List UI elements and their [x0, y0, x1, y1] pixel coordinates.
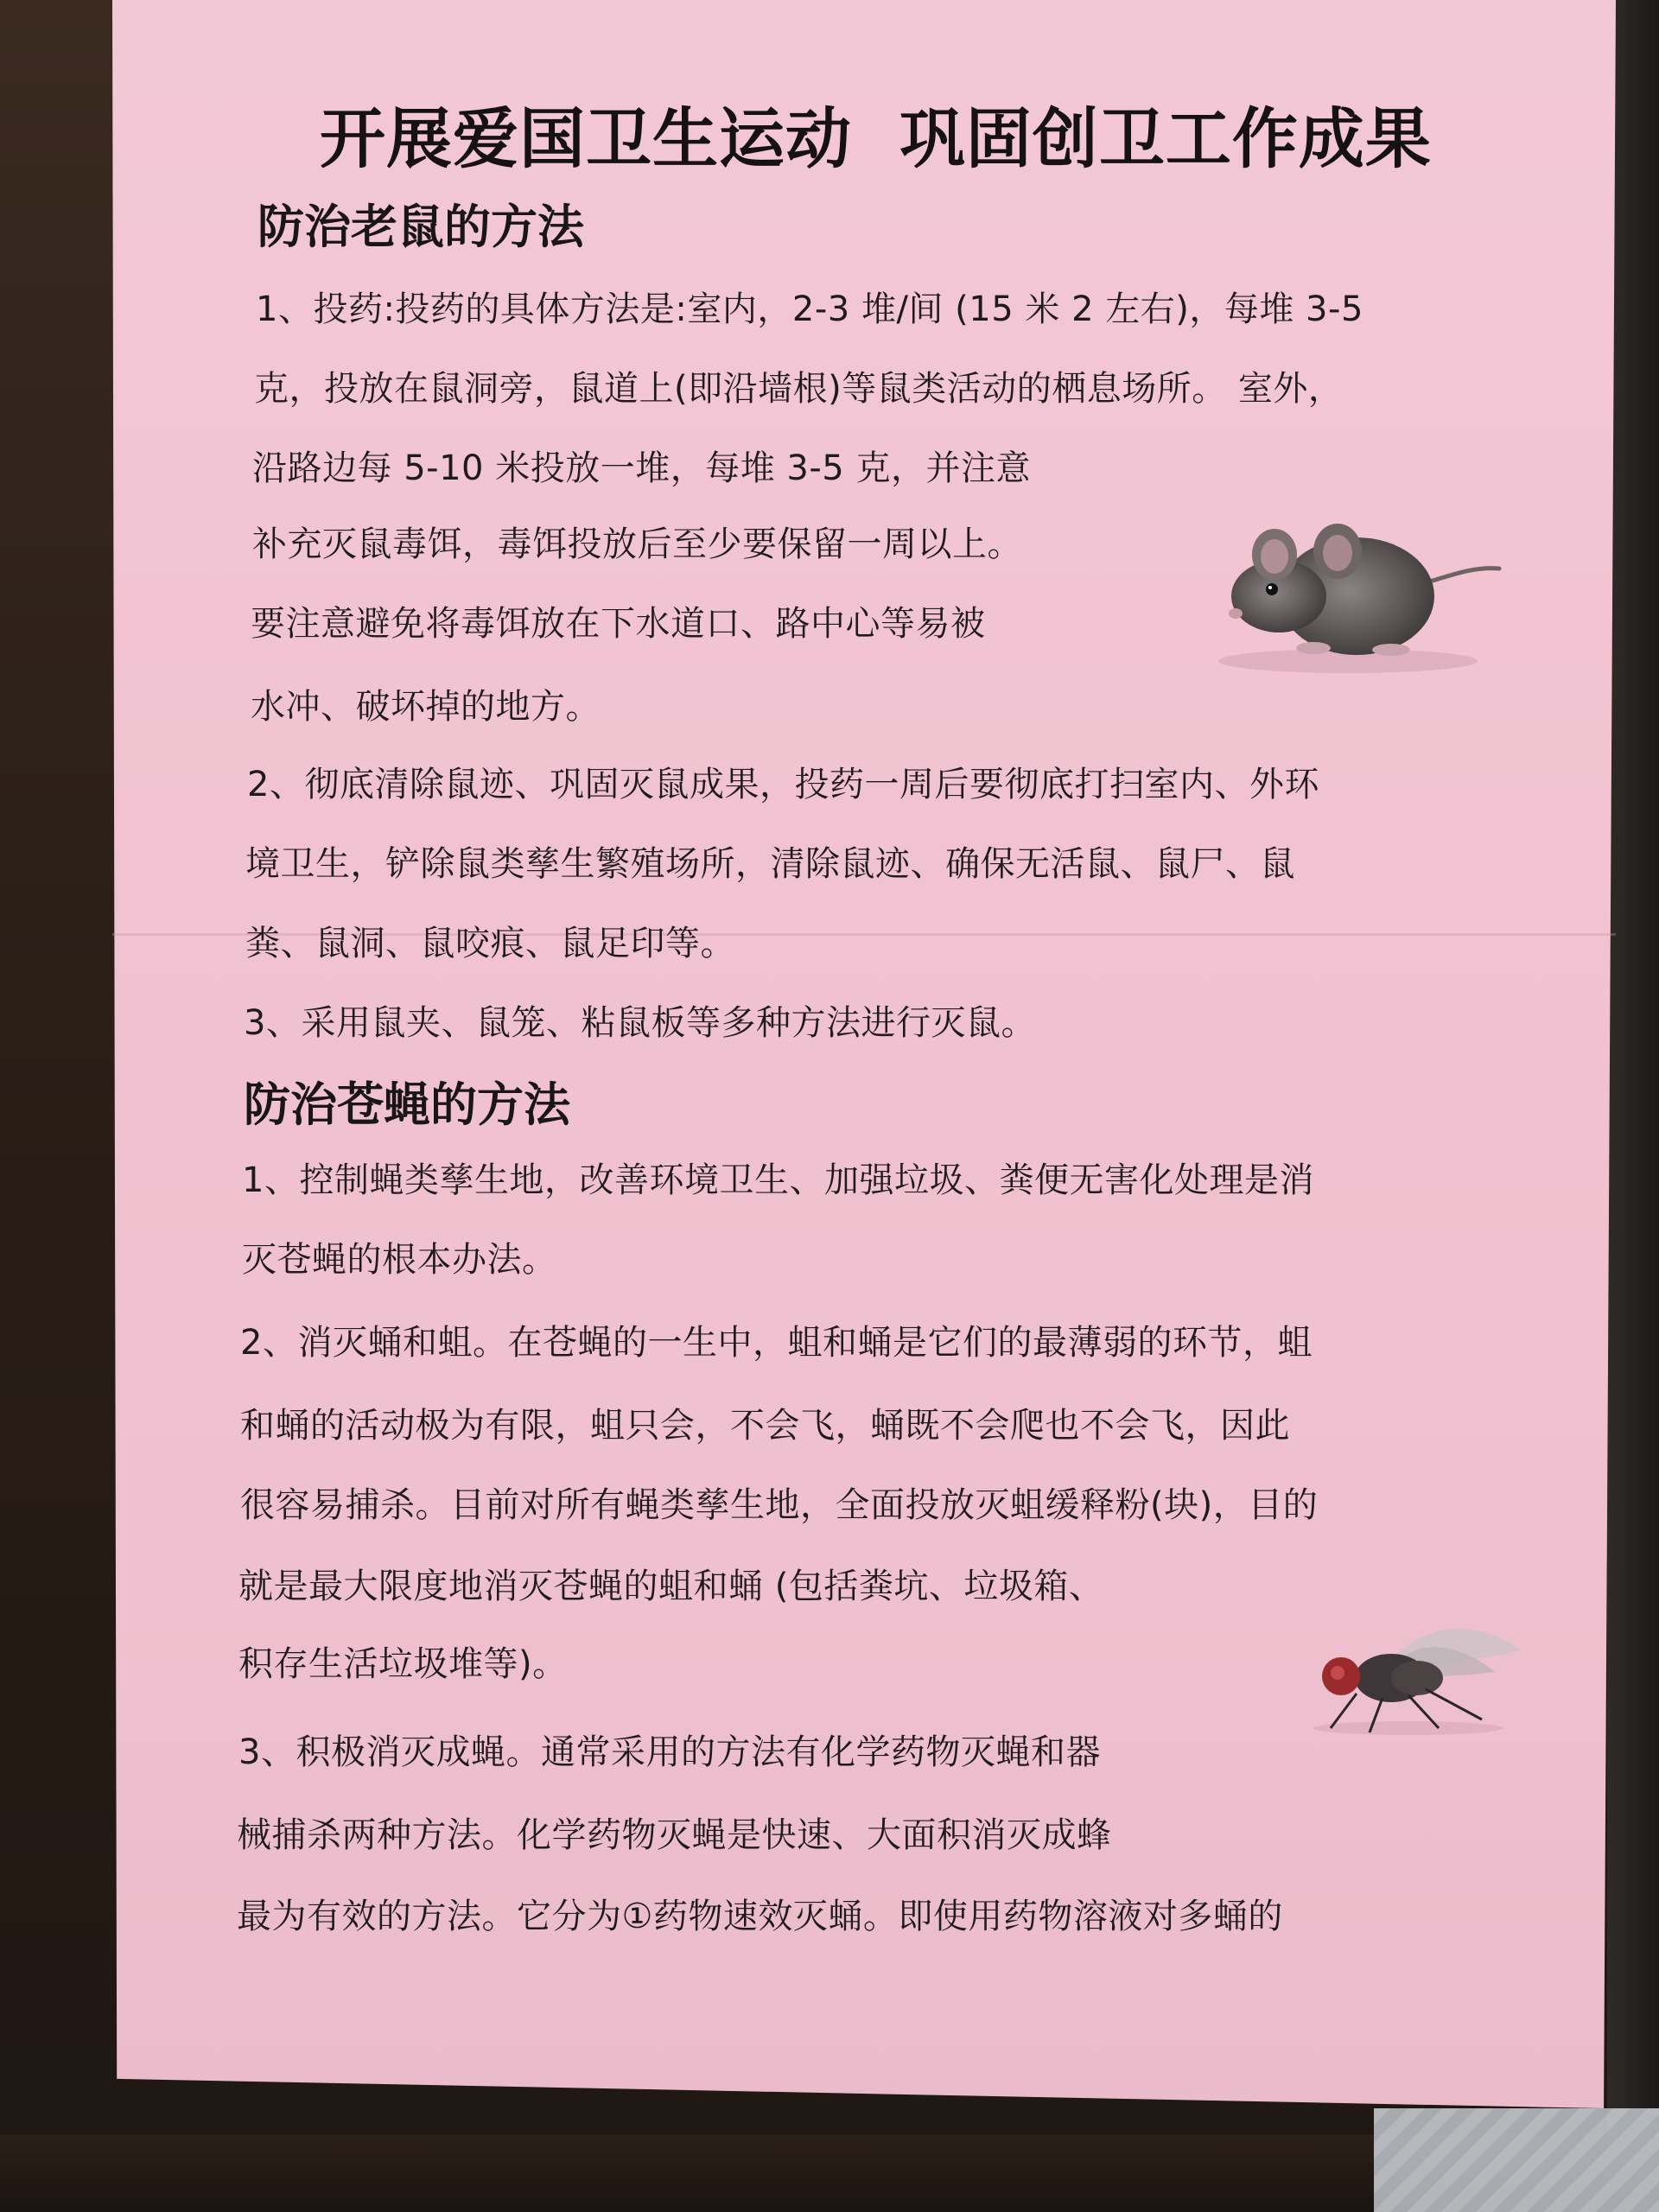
mice-line-2: 克，投放在鼠洞旁，鼠道上(即沿墙根)等鼠类活动的栖息场所。 室外，: [254, 369, 1344, 409]
flies-line-5: 很容易捕杀。目前对所有蝇类孳生地，全面投放灭蛆缓释粉(块)，目的: [240, 1485, 1319, 1525]
table-edge: [1607, 0, 1659, 2212]
document-title: 开展爱国卫生运动 巩固创卫工作成果: [320, 100, 1432, 177]
mice-line-5: 要注意避免将毒饵放在下水道口、路中心等易被: [251, 604, 986, 644]
flies-line-10: 最为有效的方法。它分为①药物速效灭蛹。即使用药物溶液对多蛹的: [237, 1897, 1283, 1936]
mice-line-4: 补充灭鼠毒饵，毒饵投放后至少要保留一周以上。: [252, 524, 1022, 564]
flies-line-3: 2、消灭蛹和蛆。在苍蝇的一生中，蛆和蛹是它们的最薄弱的环节，蛆: [240, 1323, 1313, 1363]
mice-line-9: 粪、鼠洞、鼠咬痕、鼠足印等。: [245, 924, 735, 963]
mice-line-10: 3、采用鼠夹、鼠笼、粘鼠板等多种方法进行灭鼠。: [244, 1003, 1036, 1043]
mouse-illustration: [1210, 484, 1521, 691]
flies-line-8: 3、积极消灭成蝇。通常采用的方法有化学药物灭蝇和器: [238, 1732, 1101, 1772]
flies-line-2: 灭苍蝇的根本办法。: [242, 1240, 557, 1280]
flies-line-9: 械捕杀两种方法。化学药物灭蝇是快速、大面积消灭成蜂: [237, 1815, 1112, 1855]
section-heading-mice: 防治老鼠的方法: [257, 200, 584, 254]
flies-line-6: 就是最大限度地消灭苍蝇的蛆和蛹 (包括粪坑、垃圾箱、: [238, 1567, 1104, 1606]
mice-line-8: 境卫生，铲除鼠类孳生繁殖场所，清除鼠迹、确保无活鼠、鼠尸、鼠: [245, 844, 1295, 884]
flies-line-7: 积存生活垃圾堆等)。: [238, 1644, 568, 1684]
flies-line-4: 和蛹的活动极为有限，蛆只会，不会飞，蛹既不会爬也不会飞，因此: [240, 1406, 1290, 1446]
mice-line-7: 2、彻底清除鼠迹、巩固灭鼠成果，投药一周后要彻底打扫室内、外环: [247, 765, 1319, 804]
section-heading-flies: 防治苍蝇的方法: [244, 1077, 570, 1132]
mice-line-3: 沿路边每 5-10 米投放一堆，每堆 3-5 克，并注意: [252, 448, 1031, 488]
mice-line-6: 水冲、破坏掉的地方。: [251, 687, 601, 727]
flies-line-1: 1、控制蝇类孳生地，改善环境卫生、加强垃圾、粪便无害化处理是消: [242, 1160, 1314, 1200]
mice-line-1: 1、投药:投药的具体方法是:室内，2-3 堆/间 (15 米 2 左右)，每堆 3-5: [256, 289, 1363, 329]
fly-illustration: [1287, 1599, 1529, 1745]
floor-patch: [1374, 2108, 1659, 2212]
